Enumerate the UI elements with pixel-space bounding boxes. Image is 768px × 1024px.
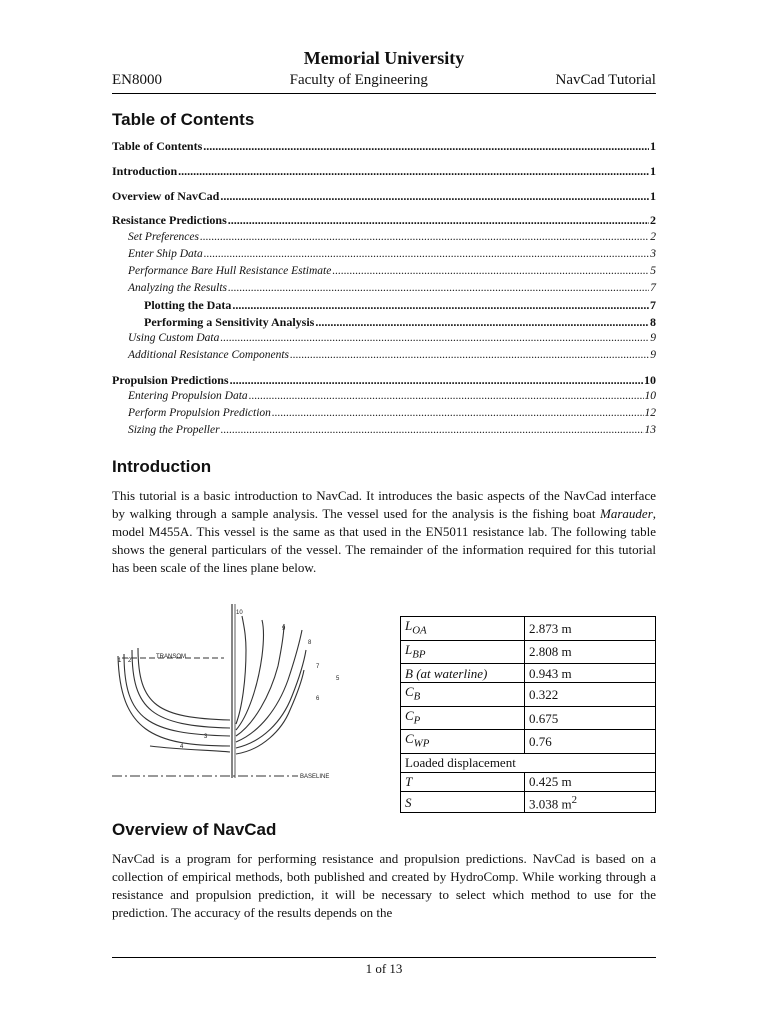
toc-entry[interactable]: Entering Propulsion Data ..... 10: [112, 390, 656, 402]
toc-entry[interactable]: Plotting the Data ..... 7: [112, 298, 656, 313]
toc-entry[interactable]: Perform Propulsion Prediction ..... 12: [112, 407, 656, 419]
toc-entry[interactable]: Performing a Sensitivity Analysis ..... 8: [112, 315, 656, 330]
table-row: $C_{WP}$ 0.76: [401, 730, 656, 754]
svg-text:10: 10: [236, 610, 243, 616]
table-row: $C_B$ 0.322: [401, 683, 656, 707]
overview-heading: Overview of NavCad: [112, 820, 277, 839]
toc-entry[interactable]: Overview of NavCad ..... 1: [112, 189, 656, 204]
svg-text:5: 5: [336, 676, 340, 682]
university-title: Memorial University: [303, 48, 465, 68]
running-header: [112, 72, 656, 89]
svg-text:2: 2: [128, 658, 132, 664]
table-row: Loaded displacement: [401, 753, 656, 772]
toc-entry[interactable]: Table of Contents ..... 1: [112, 139, 656, 154]
svg-text:7: 7: [316, 664, 320, 670]
footer-rule: [112, 957, 656, 958]
baseline-label: BASELINE: [300, 774, 330, 780]
toc-entry[interactable]: Performance Bare Hull Resistance Estimate ..... 5: [112, 265, 656, 277]
course-code: EN8000: [112, 72, 162, 88]
header-rule: [112, 93, 656, 94]
overview-paragraph: NavCad is a program for performing resistance and propulsion predictions. NavCad is based on a collection of empirical methods, both published and created by HydroComp. While working through a resistance and propulsion prediction, it will be necessary to select which method to use for the prediction. The accuracy of the results depends on the: [112, 851, 656, 920]
toc-entry[interactable]: Additional Resistance Components ..... 9: [112, 349, 656, 361]
intro-paragraph: This tutorial is a basic introduction to NavCad. It introduces the basic aspects of the NavCad interface by walking through a sample analysis. The vessel used for the analysis is the fishing boat Marauder, model M455A. This vessel is the same as that used in the EN5011 resistance lab. The following table shows the general particulars of the vessel. The remainder of the information required for this tutorial has been scale of the lines plane below.: [112, 488, 656, 575]
toc-entry[interactable]: Sizing the Propeller ..... 13: [112, 424, 656, 436]
transom-label: TRANSOM: [156, 654, 186, 660]
svg-text:9: 9: [282, 626, 286, 632]
toc-entry[interactable]: Analyzing the Results ..... 7: [112, 282, 656, 294]
svg-text:1: 1: [118, 658, 122, 664]
svg-text:3: 3: [204, 734, 208, 740]
table-row: $L_{OA}$ 2.873 m: [401, 617, 656, 641]
table-row: $C_P$ 0.675: [401, 706, 656, 730]
svg-text:8: 8: [308, 640, 312, 646]
boat-name: Marauder: [600, 506, 653, 521]
toc-heading: Table of Contents: [112, 110, 255, 129]
vessel-particulars-table: [400, 616, 656, 813]
svg-text:4: 4: [180, 744, 184, 750]
toc-entry[interactable]: Introduction ..... 1: [112, 164, 656, 179]
toc-entry[interactable]: Enter Ship Data ..... 3: [112, 248, 656, 260]
toc-entry[interactable]: Resistance Predictions ..... 2: [112, 213, 656, 228]
intro-heading: Introduction: [112, 457, 212, 476]
toc-entry[interactable]: Propulsion Predictions ..... 10: [112, 373, 656, 388]
svg-text:6: 6: [316, 696, 320, 702]
table-row: S 3.038 $m^2$: [401, 791, 656, 812]
toc-entry[interactable]: Set Preferences ..... 2: [112, 231, 656, 243]
page-number: 1 of 13: [365, 961, 403, 976]
hull-lines-drawing: [112, 600, 350, 796]
table-row: $L_{BP}$ 2.808 m: [401, 640, 656, 664]
faculty-name: Faculty of Engineering: [289, 72, 428, 88]
toc-entry[interactable]: Using Custom Data ..... 9: [112, 332, 656, 344]
table-row: B (at waterline) 0.943 m: [401, 664, 656, 683]
table-row: T 0.425 m: [401, 772, 656, 791]
document-title: NavCad Tutorial: [555, 72, 656, 88]
